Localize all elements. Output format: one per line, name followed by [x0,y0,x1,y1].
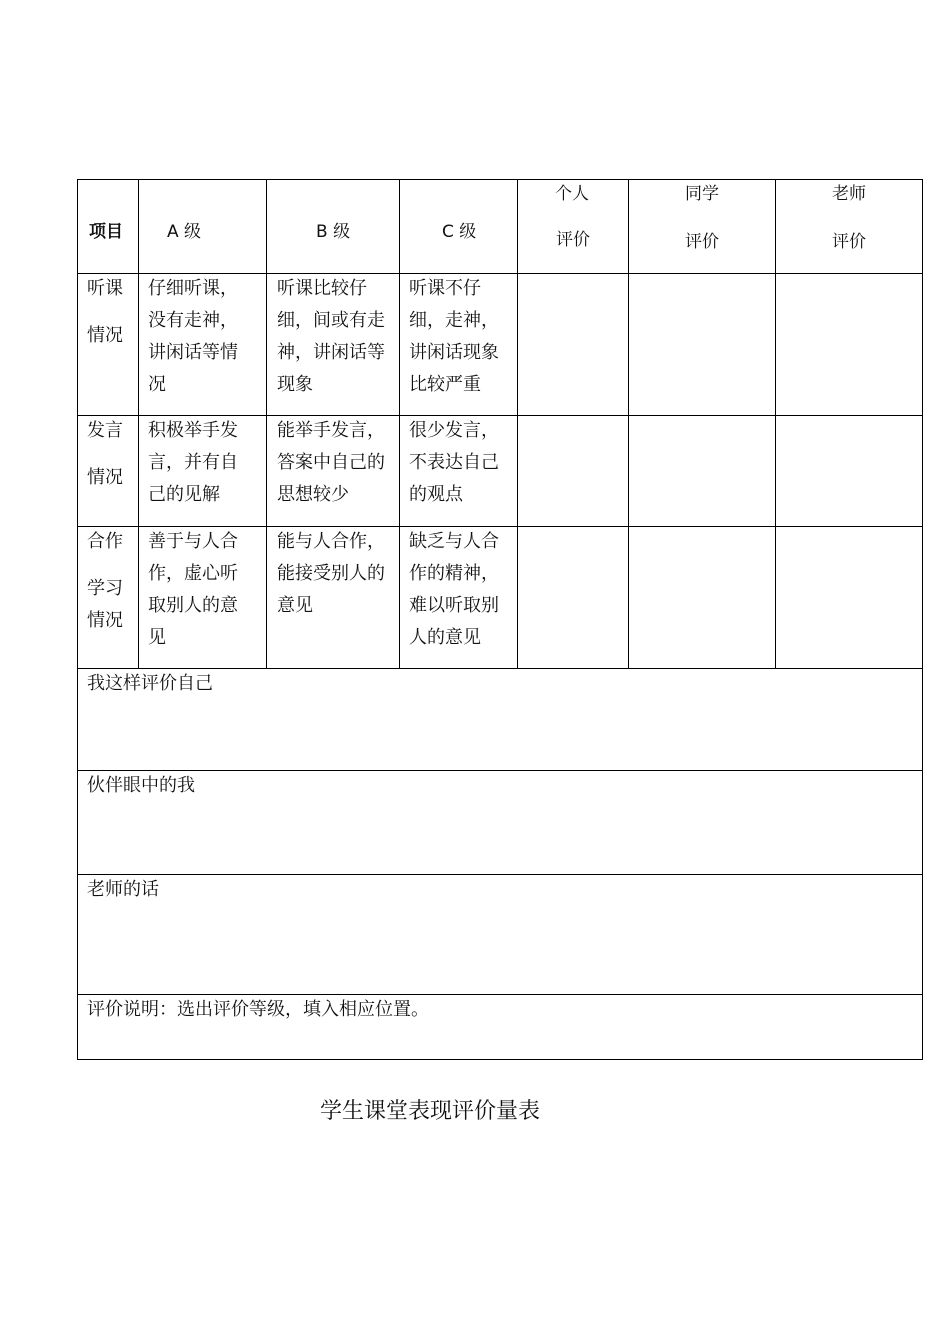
row2-a-line2: 言，并有自 [148,452,238,473]
row2-b-line2: 答案中自己的 [277,452,385,473]
row1-a-line4: 况 [148,374,166,395]
col-divider [399,180,400,668]
evaluation-table [77,179,923,1060]
row3-item-line1: 合作 [87,531,123,552]
col-divider [138,180,139,668]
evaluation-note: 评价说明：选出评价等级，填入相应位置。 [87,999,429,1020]
section-self-label: 我这样评价自己 [87,673,213,694]
row3-b-line2: 能接受别人的 [277,563,385,584]
row1-a-line1: 仔细听课， [148,278,238,299]
row3-item-line3: 情况 [87,610,123,631]
row3-c-line2: 作的精神， [409,563,499,584]
row1-a-line3: 讲闲话等情 [148,342,238,363]
row-divider [78,770,923,771]
col-divider [628,180,629,668]
row1-item-line2: 情况 [87,325,123,346]
row-divider [78,874,923,875]
row2-c-line1: 很少发言， [409,420,499,441]
row3-b-line1: 能与人合作， [277,531,385,552]
page-title: 学生课堂表现评价量表 [319,1099,540,1124]
row2-b-line1: 能举手发言， [277,420,385,441]
row3-a-line2: 作，虚心听 [148,563,238,584]
row1-b-line3: 神，讲闲话等 [277,342,385,363]
row1-item-line1: 听课 [87,278,123,299]
header-self-eval-line1: 个人 [555,184,589,204]
header-teacher-eval-line1: 老师 [832,184,866,204]
header-item: 项目 [89,222,123,242]
col-divider [266,180,267,668]
row1-c-line4: 比较严重 [409,374,481,395]
header-peer-eval-line1: 同学 [685,184,719,204]
row3-item-line2: 学习 [87,578,123,599]
header-grade-c: C 级 [442,222,477,242]
row2-b-line3: 思想较少 [277,484,349,505]
row3-c-line3: 难以听取别 [409,595,499,616]
row3-c-line1: 缺乏与人合 [409,531,499,552]
row3-c-line4: 人的意见 [409,627,481,648]
row3-a-line1: 善于与人合 [148,531,238,552]
row1-a-line2: 没有走神， [148,310,238,331]
row1-c-line1: 听课不仔 [409,278,481,299]
col-divider [775,180,776,668]
row2-c-line3: 的观点 [409,484,463,505]
row1-b-line4: 现象 [277,374,313,395]
header-self-eval-line2: 评价 [556,230,590,250]
section-teacher-label: 老师的话 [87,879,159,900]
row2-c-line2: 不表达自己 [409,452,499,473]
header-teacher-eval-line2: 评价 [832,232,866,252]
header-grade-b: B 级 [316,222,351,242]
row2-a-line1: 积极举手发 [148,420,238,441]
row2-item-line1: 发言 [87,420,123,441]
row1-c-line3: 讲闲话现象 [409,342,499,363]
row2-a-line3: 己的见解 [148,484,220,505]
section-partner-label: 伙伴眼中的我 [87,775,195,796]
row3-b-line3: 意见 [277,595,313,616]
row1-b-line2: 细，间或有走 [277,310,385,331]
row3-a-line4: 见 [148,627,166,648]
header-grade-a: A 级 [167,222,202,242]
row1-c-line2: 细，走神， [409,310,499,331]
col-divider [517,180,518,668]
row2-item-line2: 情况 [87,467,123,488]
header-peer-eval-line2: 评价 [685,232,719,252]
row3-a-line3: 取别人的意 [148,595,238,616]
row1-b-line1: 听课比较仔 [277,278,367,299]
